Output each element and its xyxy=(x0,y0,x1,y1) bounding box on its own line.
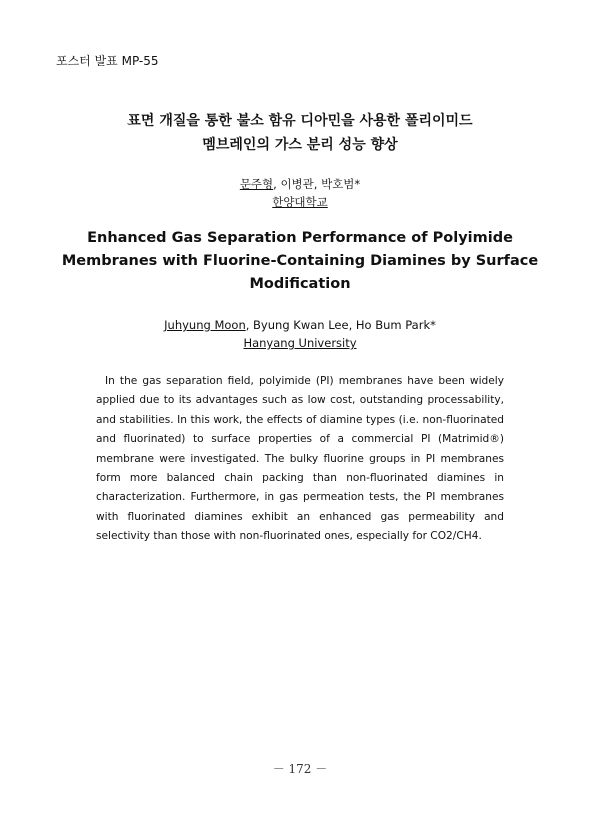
abstract-text: In the gas separation field, polyimide (PI) membranes have been widely applied due to its advantages such as low cost, outstanding processability, and stabilities. In this work, the effects of diamine types (i.e. non-fluorinated and fluorinated) to surface properties of a commercial PI (Matrimid®) membrane were investigated. The bulky fluorine groups in PI membranes form more balanced chain packing than non-fluorinated diamines in characterization. Furthermore, in gas permeation tests, the PI membranes with fluorinated diamines exhibit an enhanced gas permeability and selectivity than those with non-fluorinated ones, especially for CO2/CH4. xyxy=(96,375,504,543)
english-affiliation: Hanyang University xyxy=(243,336,357,350)
korean-title-line-1: 표면 개질을 통한 불소 함유 디아민을 사용한 폴리이미드 xyxy=(127,113,473,129)
page-number: － 172 － xyxy=(272,762,328,776)
korean-title-line-2: 멤브레인의 가스 분리 성능 향상 xyxy=(202,137,398,153)
korean-affiliation-row xyxy=(0,194,600,210)
english-coauthors: , Byung Kwan Lee, Ho Bum Park* xyxy=(245,318,436,332)
english-affiliation-row xyxy=(0,336,600,350)
korean-coauthors: , 이병관, 박호범* xyxy=(273,177,361,191)
english-title-line-1: Enhanced Gas Separation Performance of Polyimide xyxy=(87,230,513,246)
session-label: 포스터 발표 MP-55 xyxy=(56,54,159,68)
english-presenter: Juhyung Moon xyxy=(164,318,246,332)
english-title-line-3: Modification xyxy=(249,276,351,292)
english-title-line-2: Membranes with Fluorine-Containing Diamines by Surface xyxy=(61,253,539,269)
korean-authors xyxy=(0,176,600,192)
korean-affiliation: 한양대학교 xyxy=(272,195,328,209)
korean-presenter: 문주형 xyxy=(239,177,274,191)
english-authors xyxy=(0,318,600,332)
